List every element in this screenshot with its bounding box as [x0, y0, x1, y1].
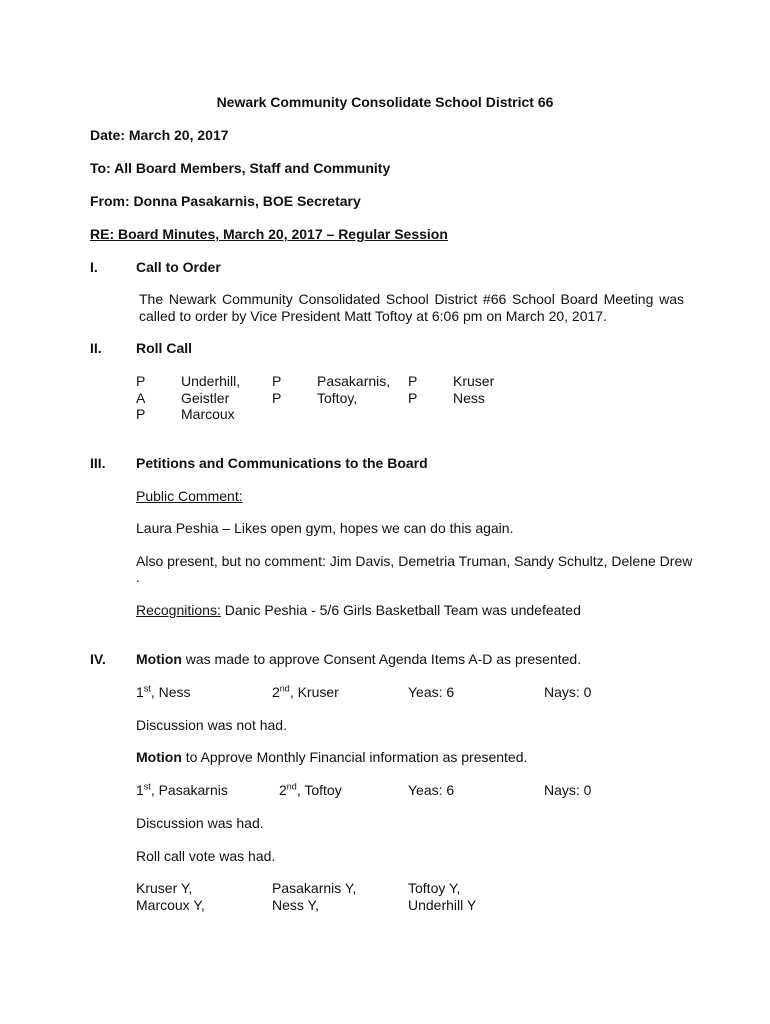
roll-name: Ness — [453, 390, 485, 406]
motion-2-second — [279, 782, 342, 798]
roll-status: P — [408, 373, 418, 389]
section-1-numeral: I. — [90, 259, 98, 275]
motion-2-nays: Nays: 0 — [544, 782, 592, 798]
roll-name: Pasakarnis, — [317, 373, 391, 389]
vote-entry: Pasakarnis Y, — [272, 880, 357, 896]
public-comment-entry: Laura Peshia – Likes open gym, hopes we can do this again. — [136, 520, 514, 536]
document-title: Newark Community Consolidate School District 66 — [216, 94, 554, 110]
motion-1-text: was made to approve Consent Agenda Items A-D as presented. — [181, 651, 582, 667]
mover-name: , Ness — [150, 684, 191, 700]
section-2-numeral: II. — [90, 340, 102, 356]
roll-status: P — [136, 406, 146, 422]
call-to-order-text: The Newark Community Consolidated School District #66 School Board Meeting was called to order by Vice President Matt Toftoy at 6:06 pm on March 20, 2017. — [139, 291, 684, 324]
motion-1-nays: Nays: 0 — [544, 684, 592, 700]
roll-status: P — [408, 390, 418, 406]
ordinal-suffix: st — [143, 683, 151, 694]
ordinal-suffix: st — [143, 781, 151, 792]
recognitions-line — [136, 602, 581, 618]
roll-name: Underhill, — [181, 373, 241, 389]
motion-1-second — [272, 684, 339, 700]
roll-status: A — [136, 390, 146, 406]
recognitions-label: Recognitions: — [136, 602, 221, 618]
roll-status: P — [272, 373, 282, 389]
motion-2 — [136, 749, 527, 765]
vote-entry: Marcoux Y, — [136, 897, 205, 913]
section-3-heading: Petitions and Communications to the Board — [136, 455, 428, 471]
vote-entry: Kruser Y, — [136, 880, 193, 896]
section-1-heading: Call to Order — [136, 259, 221, 275]
memo-date: Date: March 20, 2017 — [90, 127, 229, 143]
ordinal-number: 2 — [279, 782, 287, 798]
seconder-name: , Kruser — [289, 684, 339, 700]
ordinal-number: 1 — [136, 782, 144, 798]
motion-2-label: Motion — [136, 749, 182, 765]
roll-status: P — [136, 373, 146, 389]
roll-status: P — [272, 390, 282, 406]
motion-1-yeas: Yeas: 6 — [408, 684, 455, 700]
motion-2-first — [136, 782, 228, 798]
section-3-numeral: III. — [90, 455, 106, 471]
ordinal-number: 1 — [136, 684, 144, 700]
motion-2-yeas: Yeas: 6 — [408, 782, 455, 798]
ordinal-suffix: nd — [286, 781, 297, 792]
motion-1-first — [136, 684, 191, 700]
ordinal-suffix: nd — [279, 683, 290, 694]
vote-entry: Underhill Y — [408, 897, 477, 913]
section-2-heading: Roll Call — [136, 340, 193, 356]
memo-from: From: Donna Pasakarnis, BOE Secretary — [90, 193, 361, 209]
discussion-1: Discussion was not had. — [136, 717, 287, 733]
seconder-name: , Toftoy — [296, 782, 342, 798]
section-4-numeral: IV. — [90, 651, 106, 667]
discussion-2: Discussion was had. — [136, 815, 264, 831]
roll-call-vote: Roll call vote was had. — [136, 848, 276, 864]
motion-2-text: to Approve Monthly Financial information as presented. — [181, 749, 528, 765]
also-present-text: Also present, but no comment: Jim Davis, Demetria Truman, Sandy Schultz, Delene Drew — [136, 553, 693, 569]
memo-subject: RE: Board Minutes, March 20, 2017 – Regular Session — [90, 226, 448, 242]
ordinal-number: 2 — [272, 684, 280, 700]
also-present-continuation: . — [136, 569, 140, 585]
roll-name: Toftoy, — [317, 390, 358, 406]
roll-name: Geistler — [181, 390, 230, 406]
public-comment-label: Public Comment: — [136, 488, 243, 504]
vote-entry: Toftoy Y, — [408, 880, 461, 896]
roll-name: Marcoux — [181, 406, 235, 422]
motion-1 — [136, 651, 581, 667]
vote-entry: Ness Y, — [272, 897, 319, 913]
mover-name: , Pasakarnis — [150, 782, 228, 798]
memo-to: To: All Board Members, Staff and Community — [90, 160, 391, 176]
roll-name: Kruser — [453, 373, 495, 389]
recognitions-text: Danic Peshia - 5/6 Girls Basketball Team was undefeated — [220, 602, 581, 618]
motion-1-label: Motion — [136, 651, 182, 667]
